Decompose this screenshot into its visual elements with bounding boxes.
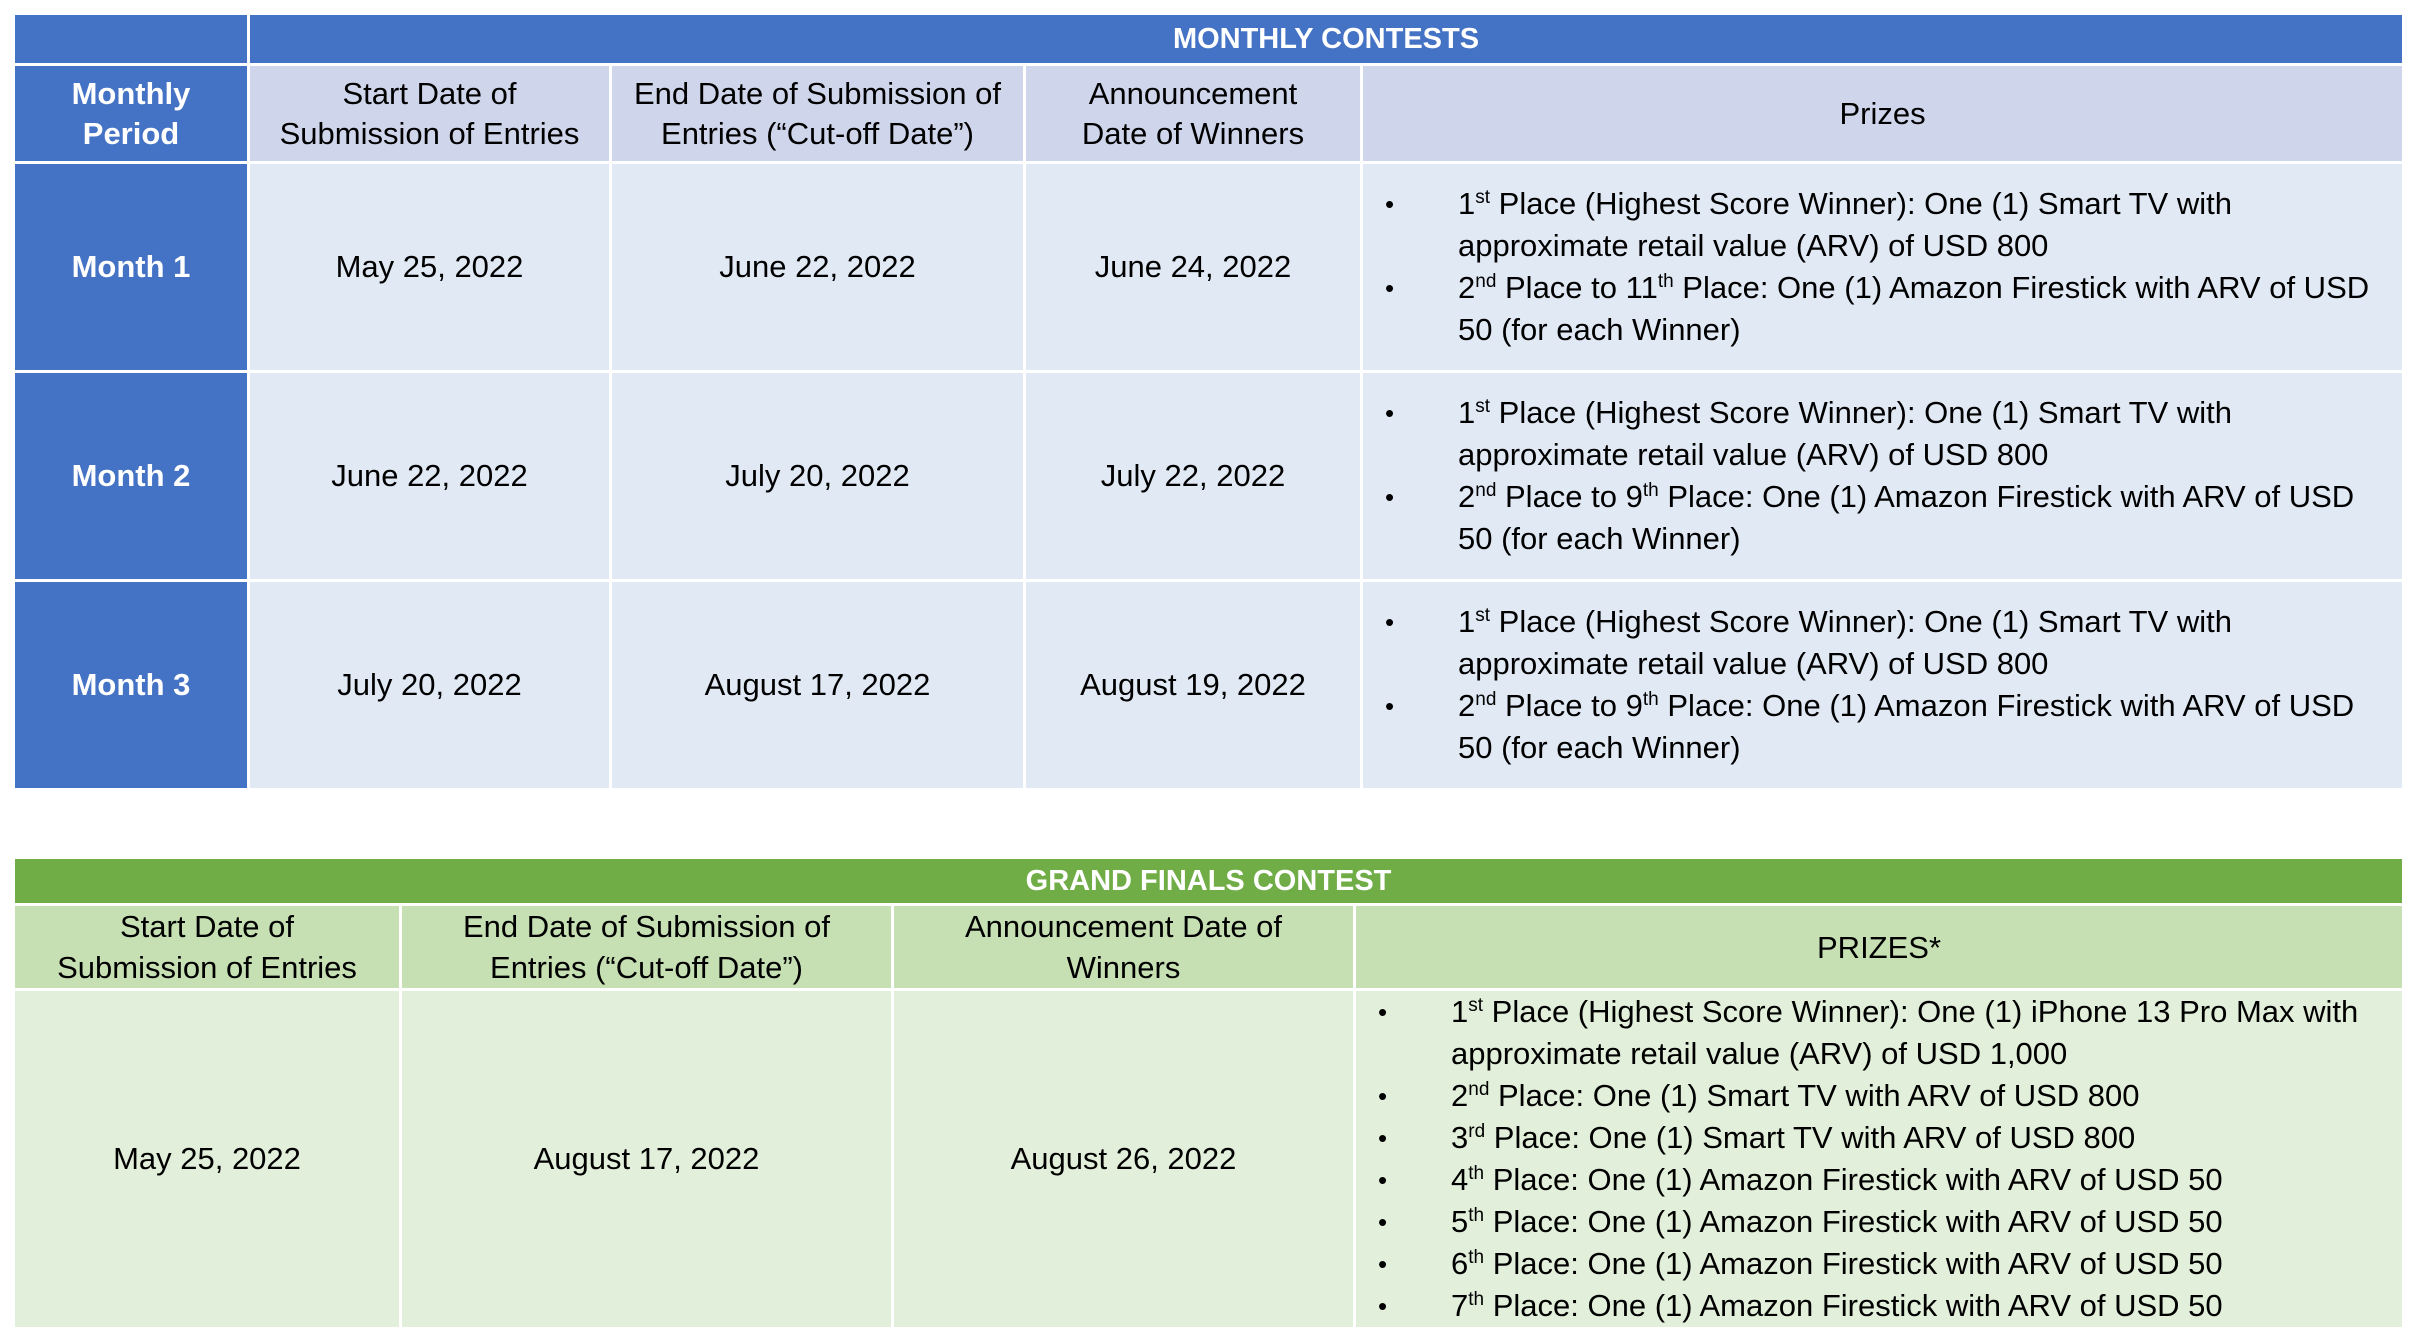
prize-ordinal-suffix: rd (1468, 1121, 1486, 1142)
prizes-cell (1362, 163, 2404, 372)
prize-item (1356, 1159, 2392, 1201)
bullet-icon: • (1385, 189, 1395, 219)
grand-finals-title: GRAND FINALS CONTEST (14, 858, 2404, 905)
prize-item (1363, 183, 2392, 267)
prize-ordinal-suffix: nd (1468, 1079, 1490, 1100)
monthly-row (14, 372, 2404, 581)
prize-text: Place: One (1) Amazon Firestick with ARV of USD 50 (for each Winner) (1458, 688, 2355, 765)
grand-prizes-header: PRIZES* (1355, 905, 2404, 990)
prize-ordinal: 1 (1451, 994, 1469, 1029)
end-date: June 22, 2022 (611, 163, 1025, 372)
monthly-period-header-text: Monthly Period (71, 75, 191, 151)
prize-text: Place (Highest Score Winner): One (1) Smart TV with approximate retail value (ARV) of USD 800 (1458, 395, 2232, 472)
monthly-period-header (14, 65, 249, 163)
prize-text: Place (Highest Score Winner): One (1) iPhone 13 Pro Max with approximate retail value (ARV) of USD 1,000 (1451, 994, 2359, 1071)
prize-item (1356, 1285, 2392, 1327)
prizes-cell (1362, 372, 2404, 581)
prize-ordinal-suffix: nd (1475, 480, 1497, 501)
grand-start-header (14, 905, 401, 990)
grand-end-header-text: End Date of Submission of Entries (“Cut-off Date”) (462, 909, 831, 985)
prize-text: Place (Highest Score Winner): One (1) Smart TV with approximate retail value (ARV) of USD 800 (1458, 604, 2232, 681)
monthly-announce-header (1025, 65, 1362, 163)
grand-prizes-list (1356, 991, 2402, 1327)
prize-ordinal: 2 (1458, 688, 1476, 723)
monthly-announce-header-text: Announcement Date of Winners (1081, 75, 1305, 151)
prize-range-suffix: th (1642, 480, 1659, 501)
monthly-row (14, 163, 2404, 372)
grand-announce-date: August 26, 2022 (893, 990, 1355, 1329)
end-date: July 20, 2022 (611, 372, 1025, 581)
bullet-icon: • (1385, 482, 1395, 512)
start-date: May 25, 2022 (249, 163, 611, 372)
prize-ordinal-suffix: th (1468, 1247, 1485, 1268)
prizes-list (1363, 601, 2402, 769)
prize-ordinal: 3 (1451, 1120, 1469, 1155)
prize-item (1363, 392, 2392, 476)
prize-text: Place: One (1) Amazon Firestick with ARV of USD 50 (1484, 1288, 2223, 1323)
monthly-start-header (249, 65, 611, 163)
prize-ordinal: 4 (1451, 1162, 1469, 1197)
start-date: July 20, 2022 (249, 581, 611, 790)
prize-text: Place (Highest Score Winner): One (1) Smart TV with approximate retail value (ARV) of USD 800 (1458, 186, 2232, 263)
prize-ordinal-suffix: th (1468, 1163, 1485, 1184)
prize-ordinal: 2 (1451, 1078, 1469, 1113)
prize-text: Place: One (1) Amazon Firestick with ARV of USD 50 (1484, 1204, 2223, 1239)
announce-date: June 24, 2022 (1025, 163, 1362, 372)
monthly-row (14, 581, 2404, 790)
prize-text: Place: One (1) Smart TV with ARV of USD 800 (1489, 1078, 2140, 1113)
prize-ordinal: 5 (1451, 1204, 1469, 1239)
prize-ordinal: 1 (1458, 604, 1476, 639)
bullet-icon: • (1378, 1249, 1388, 1279)
bullet-icon: • (1378, 1123, 1388, 1153)
prize-ordinal: 1 (1458, 395, 1476, 430)
bullet-icon: • (1378, 1207, 1388, 1237)
bullet-icon: • (1378, 1291, 1388, 1321)
prize-text: Place: One (1) Smart TV with ARV of USD 800 (1485, 1120, 2136, 1155)
monthly-contests-table (12, 12, 2405, 791)
prize-text: Place: One (1) Amazon Firestick with ARV of USD 50 (for each Winner) (1458, 270, 2370, 347)
grand-start-date: May 25, 2022 (14, 990, 401, 1329)
grand-end-date: August 17, 2022 (401, 990, 893, 1329)
monthly-start-header-text: Start Date of Submission of Entries (279, 75, 580, 151)
prizes-cell (1362, 581, 2404, 790)
grand-end-header (401, 905, 893, 990)
end-date: August 17, 2022 (611, 581, 1025, 790)
prize-item (1356, 991, 2392, 1075)
prize-item (1356, 1201, 2392, 1243)
prize-range-text: Place to 9 (1496, 688, 1643, 723)
announce-date: August 19, 2022 (1025, 581, 1362, 790)
prize-range-text: Place to 11 (1496, 270, 1658, 305)
prize-ordinal-suffix: nd (1475, 689, 1497, 710)
month-label: Month 1 (14, 163, 249, 372)
grand-finals-table (12, 856, 2405, 1330)
prize-ordinal-suffix: th (1468, 1205, 1485, 1226)
prize-text: Place: One (1) Amazon Firestick with ARV of USD 50 (for each Winner) (1458, 479, 2355, 556)
bullet-icon: • (1378, 1081, 1388, 1111)
prize-ordinal: 1 (1458, 186, 1476, 221)
prize-item (1356, 1243, 2392, 1285)
prizes-list (1363, 392, 2402, 560)
prize-item (1363, 476, 2392, 560)
prize-text: Place: One (1) Amazon Firestick with ARV of USD 50 (1484, 1162, 2223, 1197)
monthly-end-header-text: End Date of Submission of Entries (“Cut-off Date”) (633, 75, 1002, 151)
prize-item (1356, 1117, 2392, 1159)
monthly-prizes-header: Prizes (1362, 65, 2404, 163)
prize-ordinal: 7 (1451, 1288, 1469, 1323)
monthly-corner-cell (14, 14, 249, 65)
grand-finals-row (14, 990, 2404, 1329)
bullet-icon: • (1385, 607, 1395, 637)
prize-ordinal-suffix: nd (1475, 271, 1497, 292)
announce-date: July 22, 2022 (1025, 372, 1362, 581)
prize-text: Place: One (1) Amazon Firestick with ARV of USD 50 (1484, 1246, 2223, 1281)
prize-item (1363, 685, 2392, 769)
monthly-end-header (611, 65, 1025, 163)
grand-start-header-text: Start Date of Submission of Entries (57, 909, 357, 985)
prize-ordinal: 2 (1458, 479, 1476, 514)
prize-item (1356, 1075, 2392, 1117)
bullet-icon: • (1385, 273, 1395, 303)
prize-ordinal-suffix: st (1475, 187, 1491, 208)
bullet-icon: • (1378, 997, 1388, 1027)
bullet-icon: • (1385, 398, 1395, 428)
month-label: Month 3 (14, 581, 249, 790)
bullet-icon: • (1378, 1165, 1388, 1195)
monthly-contests-title: MONTHLY CONTESTS (249, 14, 2404, 65)
start-date: June 22, 2022 (249, 372, 611, 581)
grand-prizes-cell (1355, 990, 2404, 1329)
grand-announce-header (893, 905, 1355, 990)
month-label: Month 2 (14, 372, 249, 581)
prize-range-suffix: th (1657, 271, 1674, 292)
prize-ordinal-suffix: st (1468, 995, 1484, 1016)
prize-ordinal: 2 (1458, 270, 1476, 305)
prize-range-text: Place to 9 (1496, 479, 1643, 514)
grand-announce-header-text: Announcement Date of Winners (964, 909, 1283, 985)
prize-ordinal: 6 (1451, 1246, 1469, 1281)
prize-item (1363, 267, 2392, 351)
prize-ordinal-suffix: st (1475, 605, 1491, 626)
prizes-list (1363, 183, 2402, 351)
prize-ordinal-suffix: th (1468, 1289, 1485, 1310)
prize-item (1363, 601, 2392, 685)
prize-range-suffix: th (1642, 689, 1659, 710)
bullet-icon: • (1385, 691, 1395, 721)
prize-ordinal-suffix: st (1475, 396, 1491, 417)
